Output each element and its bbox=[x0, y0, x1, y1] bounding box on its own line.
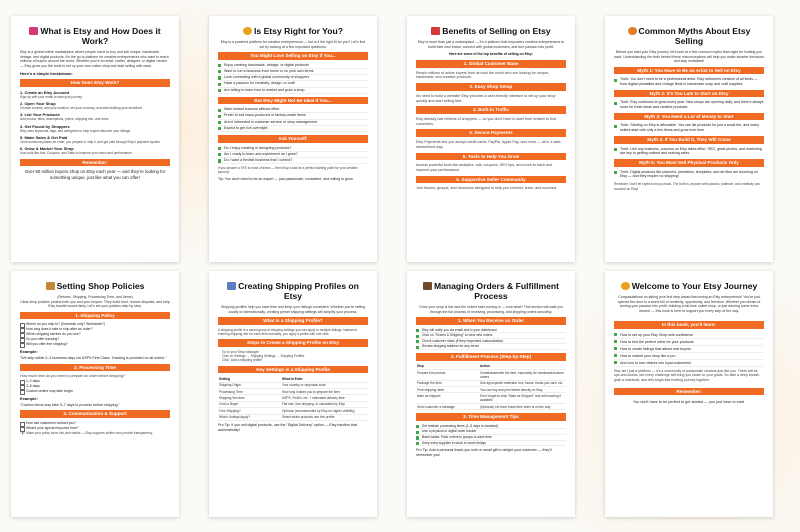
intro-text: Before you start your Etsy journey, let's look at a few common myths that might be holding you back. Understanding the truth behind these misconceptions will help you make smarter decisions and stay motivated! bbox=[614, 50, 764, 64]
section-band: Key Settings in a Shipping Profile bbox=[218, 366, 368, 374]
list-item: Enjoy creating handmade, vintage, or digital products bbox=[218, 63, 368, 69]
section-band: 2. Processing Time bbox=[20, 364, 170, 372]
target-icon bbox=[628, 27, 637, 35]
section-band: 3. Communication & Support bbox=[20, 410, 170, 418]
intro-text: Once your shop is live and the orders start coming in — now what? This section will walk you through the full process of receiving, processing, and shipping orders smoothly. bbox=[419, 305, 563, 314]
star-icon bbox=[621, 282, 630, 290]
section-band: 1. Global Customer Base bbox=[416, 60, 566, 68]
list-item: Do I want a flexible business that I control? bbox=[218, 158, 368, 164]
intro-text: Etsy is a powerful platform for creative entrepreneurs — but is it the right fit for you? Let's find out by looking at a few important questions. bbox=[220, 40, 366, 49]
section-band: In this book, you'll learn: bbox=[614, 321, 764, 329]
step-heading: 1. Create an Etsy Account bbox=[20, 89, 70, 95]
table-row: Print shipping label You can buy and print labels directly on Etsy bbox=[416, 386, 566, 392]
list-item: Do I enjoy creating or designing products? bbox=[218, 146, 368, 152]
example-label: Example: bbox=[20, 349, 38, 355]
closing-text: You don't have to be perfect to get started — you just have to start. bbox=[632, 400, 746, 405]
table-row: Package the item Use appropriate materials: box, tissue, thank-you card, etc. bbox=[416, 380, 566, 386]
myth-band: Myth 1: You Have to Be an Artist to Sell on Etsy bbox=[614, 67, 764, 75]
intro-text: Shipping profiles help you save time and keep your listings consistent. Whether you're selling locally or internationally, creating preset shipping settings will simplify your process. bbox=[220, 305, 366, 314]
table-row: Which Listings Apply? Select which products use this profile bbox=[218, 414, 368, 420]
settings-table bbox=[218, 376, 368, 421]
truth-text: Truth: Etsy continues to grow every year. New shops are opening daily, and there's always room for fresh ideas and creative products. bbox=[614, 100, 764, 110]
page-welcome bbox=[605, 271, 773, 517]
section-band: 1. Shipping Policy bbox=[20, 312, 170, 320]
truth-text: Truth: Like any business, success on Etsy takes effort, SEO, great photos, and marketing are key to getting noticed and making sales. bbox=[614, 147, 764, 157]
section-text: No need to build a website! Etsy provides a user-friendly interface to set up your shop quickly and start selling fast. bbox=[416, 93, 556, 103]
myth-band: Myth 4: If You Build It, They Will Come bbox=[614, 136, 764, 144]
truth-text: Truth: You don't need to be a professional artist. Etsy welcomes creators of all kinds — from digital printables and vintage finds to handmade soap and craft supplies. bbox=[614, 77, 764, 87]
step-text: Use tools like Ads, Coupons, and Stats to improve your reach and performance. bbox=[20, 151, 133, 156]
checklist-item: Review shipping address for any errors bbox=[416, 344, 566, 350]
section-band: Steps to Create a Shipping Profile on Etsy bbox=[218, 339, 368, 347]
checklist-item: Set realistic processing times (1–5 days is standard) bbox=[416, 424, 566, 430]
example-text: "We ship within 2–3 business days via USPS First Class. Tracking is provided on all orders." bbox=[20, 356, 167, 361]
checklist-item: Check customer notes (if they requested customization) bbox=[416, 339, 566, 345]
table-row: Cost to Buyer Flat rate, free shipping, or calculated by Etsy bbox=[218, 401, 368, 407]
checklist-item[interactable]: What's your typical response time? bbox=[20, 426, 170, 431]
checklist-item: Use a physical or digital order tracker bbox=[416, 429, 566, 435]
step-heading: 3. List Your Products bbox=[20, 112, 60, 118]
checklist-item: Etsy will notify you via email and in your dashboard bbox=[416, 328, 566, 334]
table-row: Shipping Origin Your country or zip/postal code bbox=[218, 382, 368, 388]
intro-text: Etsy is more than just a marketplace — it's a platform that empowers creative entrepreneurs to build their own brand, connect with global customers, and turn passion into profit. bbox=[417, 40, 565, 49]
page-title: Common Myths About Etsy Selling bbox=[614, 26, 764, 46]
body-text: Etsy isn't just a platform — it's a community of passionate creators just like you. There will be ups and downs, but every challenge will bring you closer to your goals. So take a deep breath, grab a notebook, and let's begin this exciting journey together. bbox=[614, 368, 760, 383]
checklist-item[interactable]: Custom orders may take longer bbox=[20, 389, 170, 394]
list-item: Aren't interested in customer service or shop management bbox=[218, 120, 368, 126]
section-text: Access powerful tools like analytics, ads, coupons, SEO tips, and more to track and improve your performance. bbox=[416, 163, 553, 172]
list-item: How to create listings that attract real buyers bbox=[614, 346, 764, 353]
table-row: Shipping Services USPS, FedEx, etc. + estimated delivery time bbox=[218, 395, 368, 401]
checklist-item[interactable]: How can customers contact you? bbox=[20, 421, 170, 426]
rocket-icon bbox=[431, 27, 440, 35]
list-item: Are willing to learn how to market and grow a shop bbox=[218, 88, 368, 94]
page-benefits bbox=[407, 16, 575, 262]
checklist-item[interactable]: Do you offer tracking? bbox=[20, 337, 170, 342]
page-title: Benefits of Selling on Etsy bbox=[416, 26, 566, 36]
list-item: Want to run a business from home or on your own terms bbox=[218, 69, 368, 75]
tip-text: Tip: Make your policy clear, fair, and visible — Etsy supports sellers who provide transparency. bbox=[20, 430, 153, 435]
section-band: What is a Shipping Profile? bbox=[218, 317, 368, 325]
section-band: 3. Time Management Tips bbox=[416, 413, 566, 421]
table-header: Step Action bbox=[416, 364, 566, 370]
page-is-etsy-right bbox=[209, 16, 377, 262]
remember-band: Remember: bbox=[614, 388, 764, 396]
truth-text: Truth: Starting on Etsy is affordable. You can list products for just a small fee, and many sellers start with only a few items and grow over time. bbox=[614, 123, 764, 133]
checklist-item[interactable]: 3–5 days bbox=[20, 384, 170, 389]
checklist-item: Batch tasks: Pack orders in groups to save time bbox=[416, 435, 566, 441]
section-band: You Might Love Selling on Etsy if You... bbox=[218, 52, 368, 60]
list-item: Love connecting with a global community of shoppers bbox=[218, 75, 368, 81]
list-item: And how to turn visitors into loyal customers! bbox=[614, 360, 764, 367]
page-shipping-profiles bbox=[209, 271, 377, 517]
truth-text: Truth: Digital products like planners, printables, templates, and art files are booming on Etsy — and they require no shipping! bbox=[614, 170, 764, 180]
tip-text: Tip: You don't need to be an expert — just passionate, consistent, and willing to grow. bbox=[218, 176, 354, 181]
list-item: Want instant success without effort bbox=[218, 107, 368, 113]
table-row: Send customer a message (Optional) Let them know their order is on the way bbox=[416, 403, 566, 409]
step-item: Click on Settings → Shipping Settings → Shipping Profiles bbox=[222, 354, 305, 359]
page-title: Welcome to Your Etsy Journey bbox=[614, 281, 764, 291]
page-title: What is Etsy and How Does it Work? bbox=[20, 26, 170, 46]
section-text: Reach millions of active buyers from around the world who are looking for unique, handmade, and creative products. bbox=[416, 70, 550, 80]
truck-icon bbox=[227, 282, 236, 290]
section-band: But Etsy Might Not Be Ideal If You... bbox=[218, 97, 368, 105]
steps-list bbox=[20, 90, 170, 156]
intro-text: (Returns, Shipping, Processing Time, and Items) Clear shop policies protect both you and your buyers. They build trust, reduce disputes, and help Etsy handle issues fairly. Let's set your policies step by step. bbox=[20, 295, 170, 309]
step-text: Etsy uses keywords, tags, and categories to help buyers discover your listings. bbox=[20, 128, 131, 133]
list-item: How to market your shop like a pro bbox=[614, 353, 764, 360]
note-text: If you answer a YES to most of these — then Etsy could be a perfect starting point for your creative journey! bbox=[218, 166, 358, 175]
intro-text: Etsy is a global online marketplace where people come to buy and sell unique, handmade, vintage, and digital products. It's the go-to platform for creative entrepreneurs who want to reach millions of buyers around the world. Whether you're an artist, crafter, designer, or digital creator — Etsy gives you the tools to set up your own online shop and start selling with ease. bbox=[20, 50, 169, 68]
myth-band: Myth 5: You Must Sell Physical Products Only bbox=[614, 159, 764, 167]
tip-text: Pro Tip: If you sell digital products, use the "Digital Delivery" option — Etsy handles that automatically! bbox=[218, 422, 357, 432]
example-label: Example: bbox=[20, 395, 38, 401]
question-text: How much time do you need to prepare an order before shipping? bbox=[20, 374, 125, 379]
section-band: 2. Easy Shop Setup bbox=[416, 83, 566, 91]
thinking-face-icon bbox=[243, 27, 252, 35]
page-title: Setting Shop Policies bbox=[20, 281, 170, 291]
subheading: Here's a simple breakdown: bbox=[20, 71, 73, 77]
checklist-item: Click on "Orders & Shipping" to view new orders bbox=[416, 333, 566, 339]
table-row: Prepare the product Create/assemble the item, especially for handmade/custom orders bbox=[416, 369, 566, 380]
section-band: 1. When You Receive an Order bbox=[416, 317, 566, 325]
section-band: 2. Fulfillment Process (Step-by-Step) bbox=[416, 353, 566, 361]
example-text: "Custom items may take 5–7 days to process before shipping." bbox=[20, 402, 120, 407]
list-item: How to set up your Etsy Shop with confidence bbox=[614, 332, 764, 339]
table-row: Mark as shipped Don't forget to click "Mark as Shipped" and add tracking if available bbox=[416, 393, 566, 404]
step-text: Choose a name, add your location, set your currency, and start building your storefront. bbox=[20, 106, 143, 111]
section-text: Etsy already has millions of shoppers — so you don't have to start from scratch to find customers. bbox=[416, 116, 557, 126]
page-what-is-etsy bbox=[11, 16, 179, 262]
fulfillment-table bbox=[416, 364, 566, 411]
section-band: 3. Built-in Traffic bbox=[416, 106, 566, 114]
section-band: 5. Tools to Help You Grow bbox=[416, 153, 566, 161]
table-header: Setting What to Enter bbox=[218, 376, 368, 382]
clipboard-icon bbox=[423, 282, 432, 290]
table-row: Processing Time How long it takes you to prepare the item bbox=[218, 388, 368, 394]
section-text: Etsy Payments lets you accept credit cards, PayPal, Apple Pay, and more — all in a safe, streamlined way. bbox=[416, 139, 562, 149]
step-item: Go to your Shop Manager bbox=[222, 349, 259, 354]
checklist-item: Keep extra supplies in stock to avoid delays bbox=[416, 441, 566, 447]
step-heading: 2. Open Your Shop bbox=[20, 101, 56, 107]
page-title: Is Etsy Right for You? bbox=[218, 26, 368, 36]
closing-text: Over 90 million buyers shop on Etsy each year — and they're looking for something unique, just like what you can offer! bbox=[24, 169, 166, 180]
checklist-item[interactable]: Which shipping carriers do you use? bbox=[20, 332, 170, 337]
section-band: Ask Yourself: bbox=[218, 135, 368, 143]
step-text: Add photos, titles, descriptions, prices, shipping info, and more. bbox=[20, 117, 110, 122]
step-heading: 5. Make Sales & Get Paid bbox=[20, 135, 68, 141]
step-heading: 6. Grow & Market Your Shop bbox=[20, 146, 74, 152]
section-band: 6. Supportive Seller Community bbox=[416, 176, 566, 184]
package-icon bbox=[46, 282, 55, 290]
list-item: Am I ready to learn and experiment as I grow? bbox=[218, 152, 368, 158]
step-text: Once someone places an order, you prepare it, ship it, and get paid through Etsy's payment system. bbox=[20, 140, 161, 145]
checklist-item[interactable]: How long does it take to ship after an order? bbox=[20, 327, 170, 332]
step-item: Click "Add a shipping profile" bbox=[222, 358, 263, 363]
list-item: How to find the perfect niche for your products bbox=[614, 339, 764, 346]
section-band: 4. Secure Payments bbox=[416, 129, 566, 137]
table-row: Free Shipping? Optional (recommended by Etsy for higher visibility) bbox=[218, 408, 368, 414]
myth-band: Myth 2: It's Too Late to Start on Etsy bbox=[614, 90, 764, 98]
page-shop-policies bbox=[11, 271, 179, 517]
myth-band: Myth 3: You Need a Lot of Money to Start bbox=[614, 113, 764, 121]
closing-text: Reminder: Don't let myths hold you back. The truth is, anyone with passion, patience, and creativity can succeed on Etsy! bbox=[614, 182, 760, 191]
intro-text: Congratulations on taking your first step toward becoming an Etsy entrepreneur! You've just opened the door to a world full of creativity, opportunity, and freedom. Whether you dream of turning your passion into profit, building a full-time online shop, or just earning some extra income — this book is here to support you every step of the way. bbox=[617, 295, 761, 313]
page-title: Managing Orders & Fulfillment Process bbox=[416, 281, 566, 301]
page-myths bbox=[605, 16, 773, 262]
list-item: Prefer to sell mass-produced or factory-made items bbox=[218, 113, 368, 119]
tip-text: Pro Tip: Add a personal thank-you note or small gift to delight your customer — they'll remember you! bbox=[416, 448, 552, 457]
remember-band: Remember: bbox=[20, 159, 170, 167]
section-text: Join forums, groups, and resources designed to help you connect, learn, and succeed. bbox=[416, 186, 558, 191]
shop-icon bbox=[29, 27, 38, 35]
list-item: Expect to get rich overnight bbox=[218, 126, 368, 132]
subheading: Here are some of the top benefits of selling on Etsy: bbox=[449, 52, 533, 57]
step-heading: 4. Get Found by Shoppers bbox=[20, 123, 70, 129]
step-text: Sign up with your email to start your journey. bbox=[20, 94, 83, 99]
checklist-item[interactable]: Will you offer free shipping? bbox=[20, 342, 170, 347]
section-text: A shipping profile is a saved group of shipping settings you can apply to multiple listings. Instead of entering shipping info for each item manually, you apply a profile with one click. bbox=[218, 327, 358, 336]
checklist-item[interactable]: Where do you ship to? (Domestic only? Worldwide?) bbox=[20, 322, 170, 327]
list-item: Have a passion for creativity, design, or craft bbox=[218, 81, 368, 87]
page-title: Creating Shipping Profiles on Etsy bbox=[218, 281, 368, 301]
checklist-item[interactable]: 1–2 days bbox=[20, 379, 170, 384]
section-band: How Does Etsy Work? bbox=[20, 79, 170, 87]
page-managing-orders bbox=[407, 271, 575, 517]
